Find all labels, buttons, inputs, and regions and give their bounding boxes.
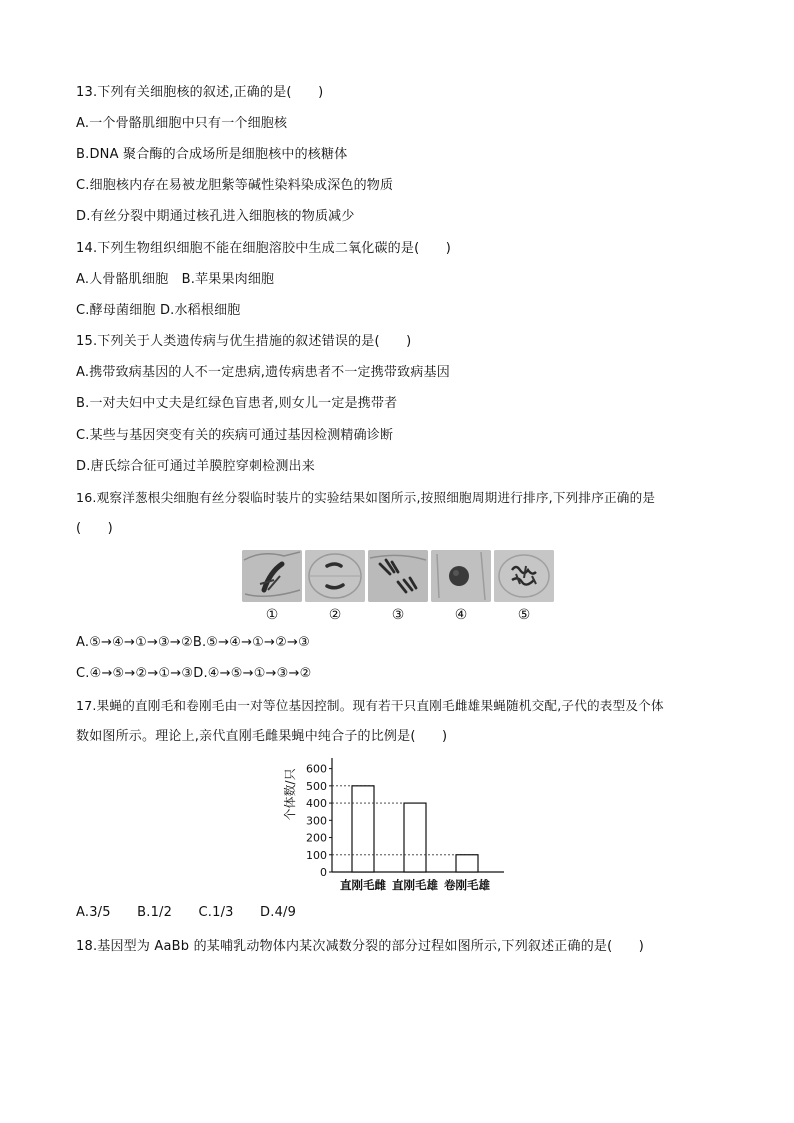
question-16-option-ab: A.⑤→④→①→③→②B.⑤→④→①→②→③ — [76, 635, 310, 650]
question-13-stem: 13.下列有关细胞核的叙述,正确的是( ) — [76, 85, 324, 100]
cell-division-figure — [242, 550, 554, 626]
y-tick-label: 300 — [306, 814, 327, 828]
question-16-answer-paren: ( ) — [76, 521, 113, 536]
question-15-option-b: B.一对夫妇中丈夫是红绿色盲患者,则女儿一定是携带者 — [76, 396, 398, 411]
question-17-stem-line1: 17.果蝇的直刚毛和卷刚毛由一对等位基因控制。现有若干只直刚毛雌雄果蝇随机交配,子代的表型及个体 — [76, 698, 664, 713]
prophase-cell-photo — [494, 550, 554, 602]
question-13-option-a: A.一个骨骼肌细胞中只有一个细胞核 — [76, 116, 288, 131]
bar-chart-svg — [282, 760, 512, 900]
question-15-option-a: A.携带致病基因的人不一定患病,遗传病患者不一定携带致病基因 — [76, 365, 450, 380]
y-tick-label: 200 — [306, 831, 327, 845]
question-13-option-c: C.细胞核内存在易被龙胆紫等碱性染料染成深色的物质 — [76, 178, 394, 193]
question-18-stem: 18.基因型为 AaBb 的某哺乳动物体内某次减数分裂的部分过程如图所示,下列叙述正确的是( ) — [76, 939, 645, 954]
photo-label: ② — [328, 607, 342, 623]
question-13-option-d: D.有丝分裂中期通过核孔进入细胞核的物质减少 — [76, 209, 355, 224]
y-tick-label: 100 — [306, 848, 327, 862]
category-label: 直刚毛雄 — [392, 878, 438, 892]
photo-label: ④ — [454, 607, 468, 623]
question-14-options-ab: A.人骨骼肌细胞 B.苹果果肉细胞 — [76, 272, 275, 287]
question-14-stem: 14.下列生物组织细胞不能在细胞溶胶中生成二氧化碳的是( ) — [76, 241, 452, 256]
question-15-stem: 15.下列关于人类遗传病与优生措施的叙述错误的是( ) — [76, 334, 412, 349]
y-tick-label: 500 — [306, 779, 327, 793]
category-label: 卷刚毛雄 — [444, 878, 490, 892]
question-14-options-cd: C.酵母菌细胞 D.水稻根细胞 — [76, 303, 241, 318]
metaphase-cell-photo — [242, 550, 302, 602]
bar-1 — [352, 786, 374, 872]
question-17-stem-line2: 数如图所示。理论上,亲代直刚毛雌果蝇中纯合子的比例是( ) — [76, 729, 448, 744]
question-15-option-d: D.唐氏综合征可通过羊膜腔穿刺检测出来 — [76, 459, 315, 474]
y-tick-label: 0 — [320, 866, 327, 879]
question-17-options: A.3/5 B.1/2 C.1/3 D.4/9 — [76, 905, 297, 920]
photo-label: ③ — [391, 607, 405, 623]
interphase-cell-photo — [431, 550, 491, 602]
y-tick-label: 600 — [306, 762, 327, 776]
question-16-stem: 16.观察洋葱根尖细胞有丝分裂临时装片的实验结果如图所示,按照细胞周期进行排序,下列排序正确的是 — [76, 490, 656, 505]
question-13-option-b: B.DNA 聚合酶的合成场所是细胞核中的核糖体 — [76, 147, 348, 162]
photo-label: ⑤ — [517, 607, 531, 623]
y-axis-label: 个体数/只 — [283, 768, 297, 821]
telophase-cell-photo — [305, 550, 365, 602]
category-label: 直刚毛雌 — [340, 878, 386, 892]
question-15-option-c: C.某些与基因突变有关的疾病可通过基因检测精确诊断 — [76, 428, 394, 443]
bar-3 — [456, 855, 478, 872]
anaphase-cell-photo — [368, 550, 428, 602]
bar-2 — [404, 803, 426, 872]
y-tick-label: 400 — [306, 797, 327, 811]
photo-label: ① — [265, 607, 279, 623]
question-16-option-cd: C.④→⑤→②→①→③D.④→⑤→①→③→② — [76, 666, 312, 681]
offspring-count-chart — [282, 760, 512, 900]
